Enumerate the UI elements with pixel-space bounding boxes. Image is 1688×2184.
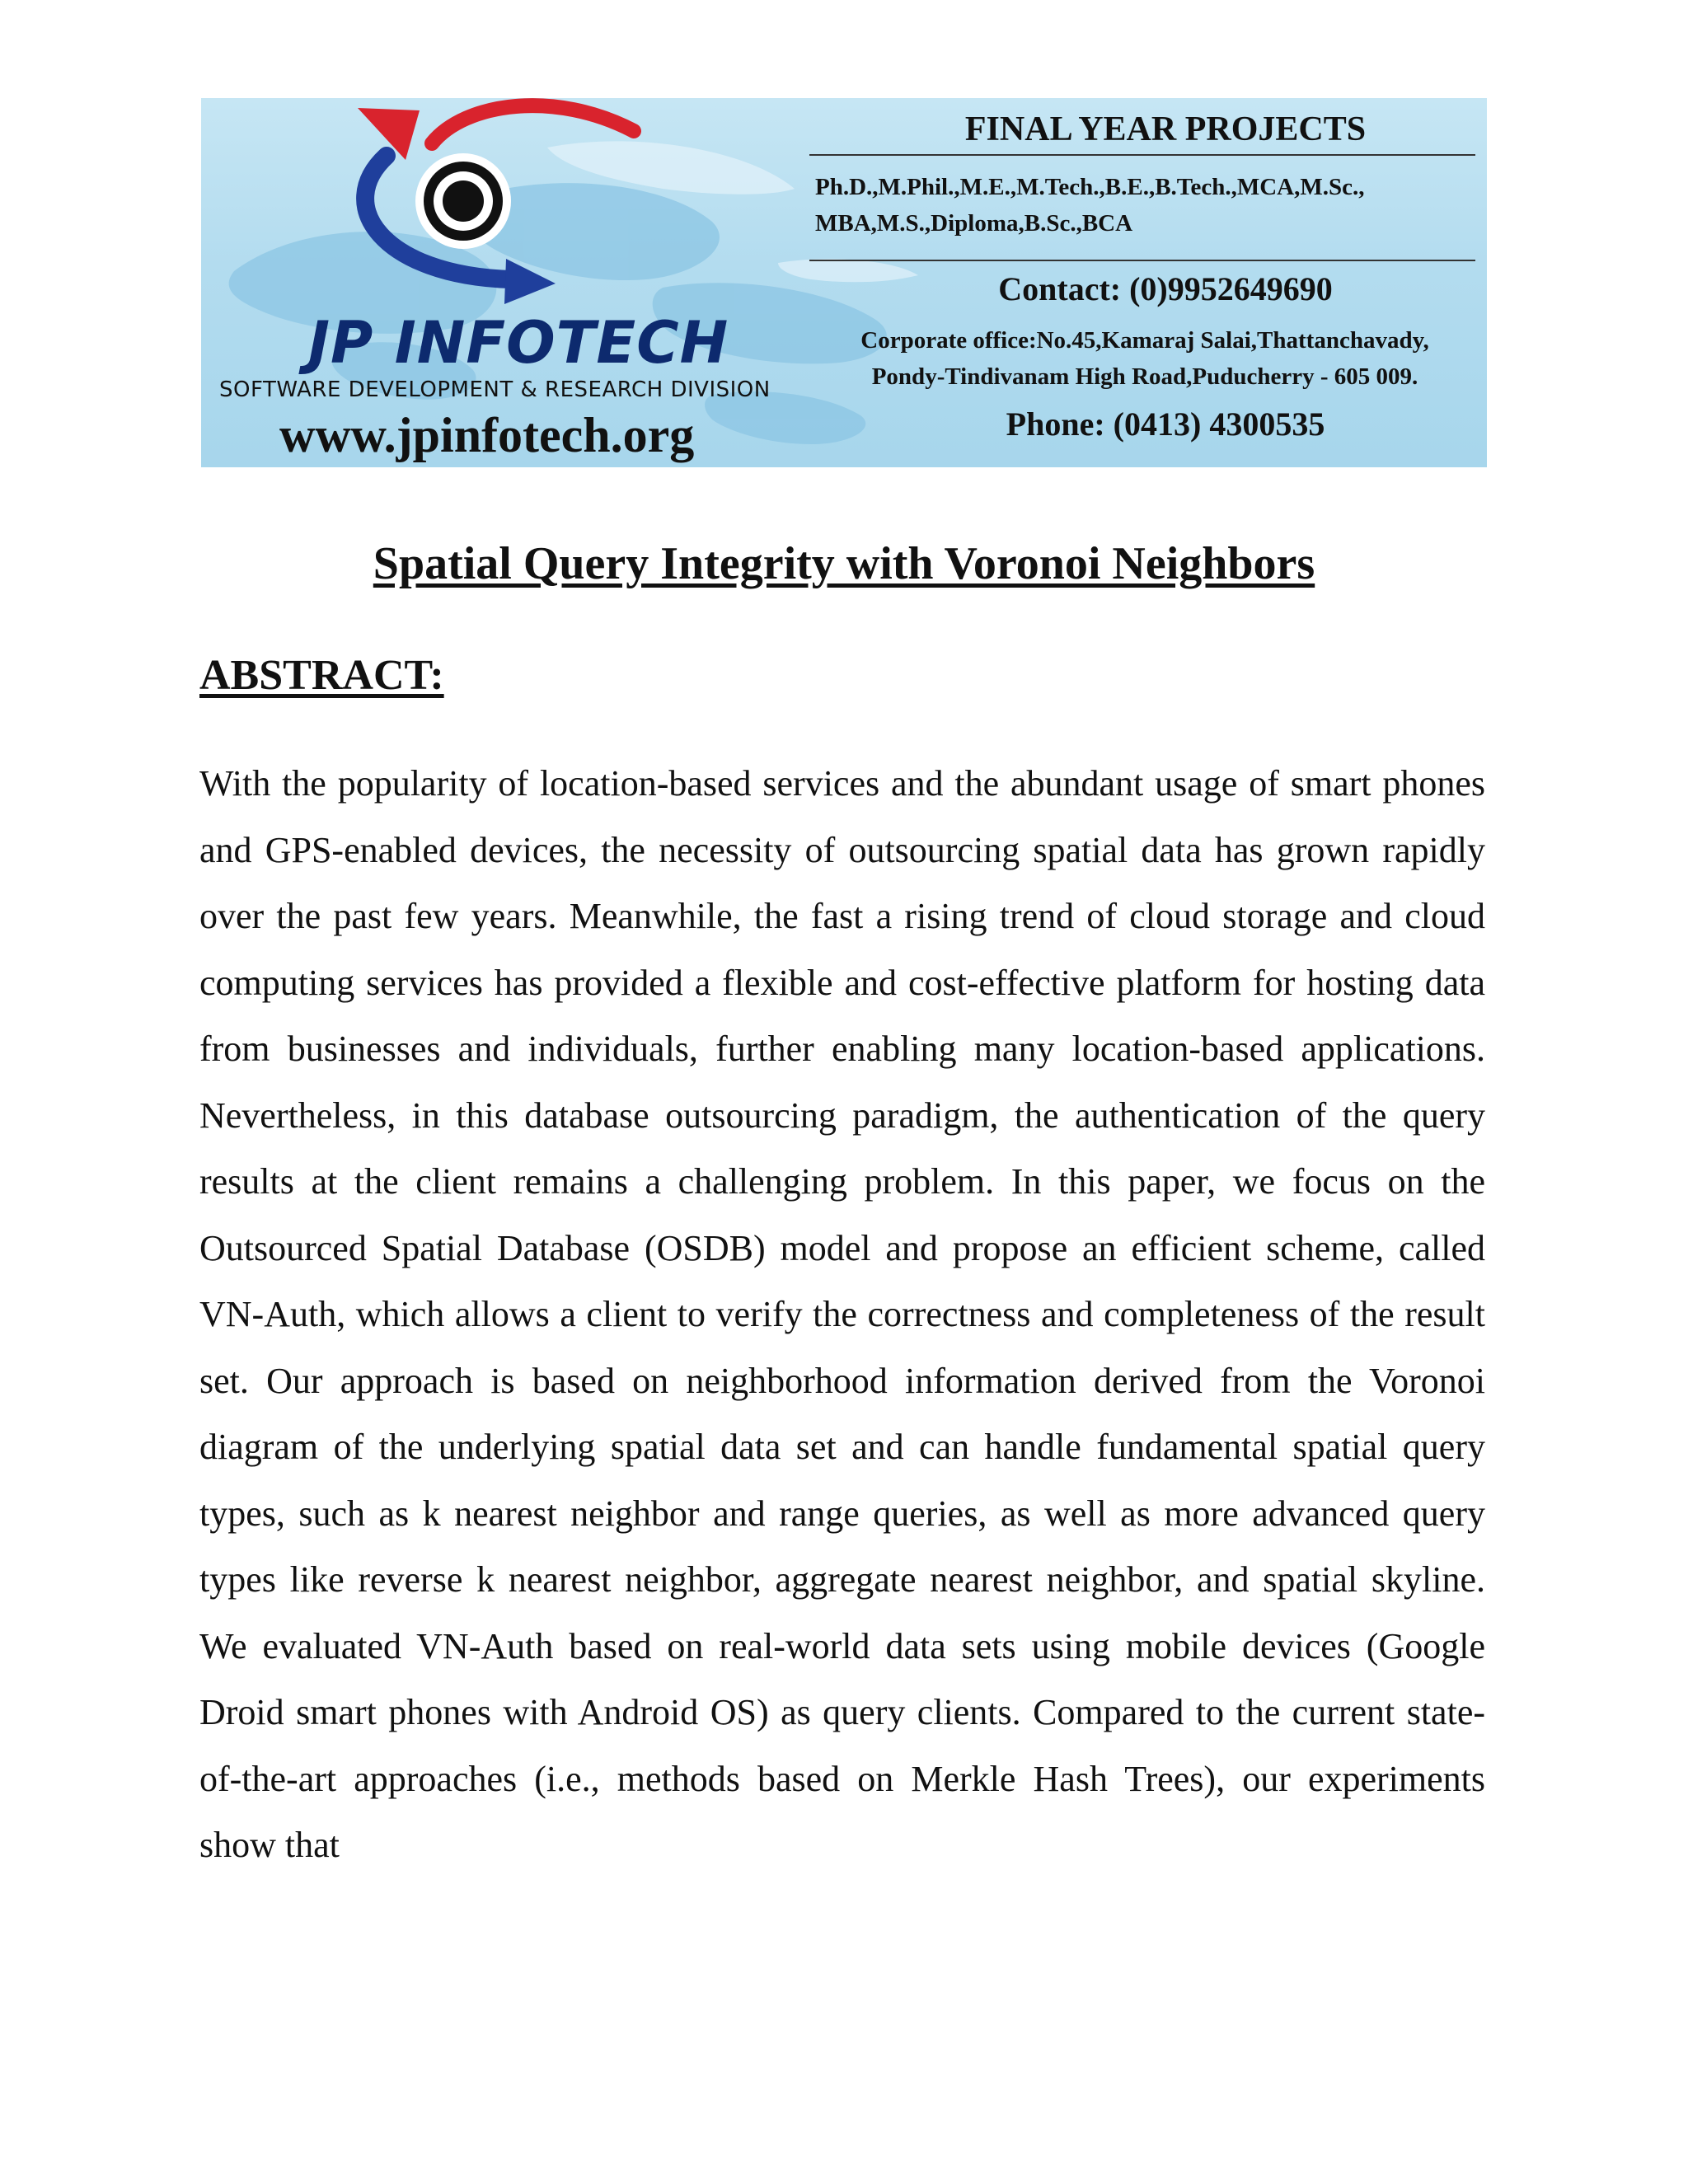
document-title: Spatial Query Integrity with Voronoi Neighbors (373, 538, 1315, 589)
eye-target-logo-icon (308, 98, 654, 312)
address-line-2: Pondy-Tindivanam High Road,Puducherry - 605 009. (871, 363, 1418, 390)
degrees-line-1: Ph.D.,M.Phil.,M.E.,M.Tech.,B.E.,B.Tech.,MCA,M.Sc., (815, 174, 1365, 200)
banner-divider-bottom (809, 260, 1475, 261)
banner-divider-top (809, 154, 1475, 156)
abstract-heading: ABSTRACT: (199, 652, 444, 699)
brand-name: JP INFOTECH (308, 309, 729, 377)
address-line-1: Corporate office:No.45,Kamaraj Salai,Thattanchavady, (860, 327, 1429, 354)
contact-number: Contact: (0)9952649690 (998, 270, 1333, 307)
degrees-line-2: MBA,M.S.,Diploma,B.Sc.,BCA (815, 210, 1133, 237)
phone-number: Phone: (0413) 4300535 (1006, 405, 1325, 443)
abstract-paragraph: With the popularity of location-based services and the abundant usage of smart phones and GPS-enabled devices, the necessity of outsourcing spatial data has grown rapidly over the past few years. Meanwhile, the fast a rising trend of cloud storage and cloud computing services has provided a flexible and cost-effective platform for hosting data from businesses and individuals, further enabling many location-based applications. Nevertheless, in this database outsourcing paradigm, the authentication of the query results at the client remains a challenging problem. In this paper, we focus on the Outsourced Spatial Database (OSDB) model and propose an efficient scheme, called VN-Auth, which allows a client to verify the correctness and completeness of the result set. Our approach is based on neighborhood information derived from the Voronoi diagram of the underlying spatial data set and can handle fundamental spatial query types, such as k nearest neighbor and range queries, as well as more advanced query types like reverse k nearest neighbor, aggregate nearest neighbor, and spatial skyline. We evaluated VN-Auth based on real-world data sets using mobile devices (Google Droid smart phones with Android OS) as query clients. Compared to the current state-of-the-art approaches (i.e., methods based on Merkle Hash Trees), our experiments show that (199, 763, 1485, 1865)
division-text: SOFTWARE DEVELOPMENT & RESEARCH DIVISION (219, 377, 771, 402)
red-arc-arrow-icon (432, 105, 634, 143)
corporate-address (815, 322, 1475, 395)
final-year-projects-heading: FINAL YEAR PROJECTS (964, 110, 1367, 148)
header-banner (201, 98, 1487, 467)
degrees-list (815, 169, 1466, 241)
website-link[interactable]: www.jpinfotech.org (279, 408, 695, 462)
